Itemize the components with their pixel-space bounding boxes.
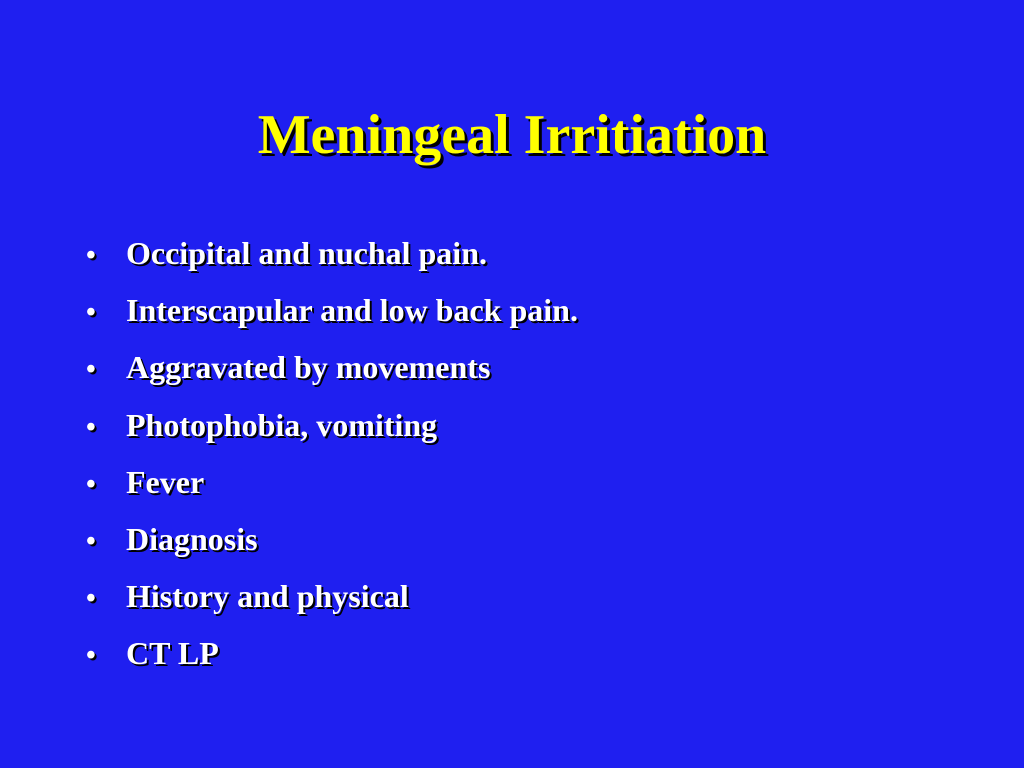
bullet-text: Photophobia, vomiting <box>126 406 438 443</box>
bullet-icon: • <box>86 583 96 615</box>
bullet-item-occipital-pain <box>86 229 578 286</box>
bullet-text: Interscapular and low back pain. <box>126 292 578 329</box>
bullet-item-history <box>86 572 578 629</box>
bullet-icon: • <box>86 468 96 500</box>
bullet-list <box>86 229 578 687</box>
bullet-text: Aggravated by movements <box>126 349 491 386</box>
bullet-item-fever <box>86 458 578 515</box>
bullet-text: Diagnosis <box>126 520 258 557</box>
bullet-icon: • <box>86 240 96 271</box>
slide-title: Meningeal Irritiation <box>257 104 767 166</box>
bullet-text: Occipital and nuchal pain. <box>126 235 487 271</box>
bullet-text: Fever <box>126 463 205 500</box>
bullet-item-back-pain <box>86 286 578 343</box>
bullet-item-photophobia <box>86 401 578 458</box>
bullet-icon: • <box>86 297 96 329</box>
bullet-icon: • <box>86 354 96 386</box>
bullet-item-diagnosis <box>86 515 578 572</box>
bullet-text: CT LP <box>126 635 219 672</box>
bullet-icon: • <box>86 640 96 672</box>
bullet-text: History and physical <box>126 578 409 615</box>
bullet-item-ct-lp <box>86 629 578 686</box>
bullet-item-aggravated <box>86 343 578 400</box>
bullet-icon: • <box>86 525 96 557</box>
bullet-icon: • <box>86 411 96 443</box>
